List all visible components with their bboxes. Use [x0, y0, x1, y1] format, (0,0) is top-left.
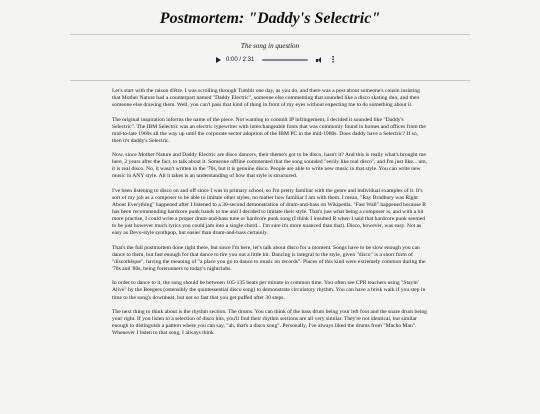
volume-icon[interactable] — [316, 57, 323, 64]
more-options-icon[interactable]: ⋮ — [329, 55, 337, 64]
play-icon[interactable] — [216, 57, 221, 63]
audio-player[interactable] — [207, 53, 337, 67]
bottom-divider — [70, 80, 470, 81]
article-paragraph: That's the full postmortem done right there, but since I'm here, let's talk about disco for a moment. Songs have to be slow enough you can dance to them, but fast enough for that dance to tire you out a little bit. Dancing is integral to the style, given "disco" is a short form of "discothèque", having the meaning of "a place you go to dance to music on records". Places of this kind were extremely common during the '70s and '80s, being forerunners to today's nightclubs. — [112, 244, 426, 272]
article-paragraph: The next thing to think about is the rhythm section. The drums. You can think of the bass drum being your left foot and the snare drum being your right. If you listen to a selection of disco hits, you'll find their rhythm sections are all very similar. They're not identical, but similar enough to distinguish a pattern where you can say, "ah, that's a disco song". Personally, I've always liked the drums from "Macho Man". Whenever I listen to that song, I always think — [112, 308, 427, 337]
article-paragraph: Let's start with the raison d'être. I was scrolling through Tumblr one day, as you do, and there was a post about someone's cousin insisting that Mother Nature had a counterpart named "Daddy Electric", someone else commenting that sounded like a disco skating duo, and then someone else drawing them. Well, you can't pass that kind of thing in front of my eyes without expecting me to do something about it. — [112, 88, 420, 109]
article-paragraph: I've been listening to disco on and off since I was in primary school, so I'm pretty familiar with the genre and individual examples of it. It's sort of my job as a composer to be able to imitate other styles, no matter how familiar I am with them. I mean, "Ray Bradbury was Right About Everything" happened after I listened to a 30-second demonstration of drum-and-bass on Wikipedia. "Fast Wall" happened because R has been recommending hardcore punk bands to me and I decided to imitate their style. That's just what being a composer is, and with a bit more practise, I could write a proper drum-and-bass tune or hardcore punk song (I think I insulted R when I said that hardcore punk seemed to be just however much lyrics you could jam into a single chord... I'm sure it's more nuanced than that). Disco, however, was easy. Not as easy as Devo-style synthpop, but easier than drum-and-bass certainly. — [112, 187, 427, 237]
article-paragraph: In order to dance to it, the song should be between 105-135 beats per minute in common time. You often see CPR teachers using "Stayin' Alive" by the Beegees (ostensibly the quintessential disco song) to demonstrate circulatory rhythm. You can have a brisk walk if you step in time to the song's downbeat, but not so fast that you get puffed after 30 steps. — [112, 280, 426, 301]
top-divider — [70, 34, 470, 35]
audio-time: 0:00 / 2:31 — [226, 57, 255, 63]
article-body — [112, 88, 428, 345]
article-paragraph: Now, since Mother Nature and Daddy Electric are disco dancers, their theme's got to be disco, hasn't it? And this is really what's brought me here, 2 years after the fact, to talk about it. Someone offline commented that the song sounded "eerily like real disco", and I'm just like... um, it is real disco. No, it wasn't written in the '70s, but it is genuine disco. People are able to write new music in that style. You can write new music in ANY style. All it takes is an understanding of how that style is structured. — [112, 152, 428, 180]
audio-progress-bar[interactable] — [262, 59, 308, 61]
page-title: Postmortem: "Daddy's Selectric" — [159, 10, 381, 27]
audio-caption: The song in question — [240, 42, 300, 50]
article-paragraph: The original inspiration informs the name of the piece. Not wanting to commit IP infringement, I decided it sounded like "Daddy's Selectric". The IBM Selectric was an electric typewriter with interchangeable fonts that was commonly found in homes and offices from the mid-to-late 1960s all the way up until the corporate sector adoption of the IBM PC in the mid-1980s. Does daddy have a Selectric? If so, then it's daddy's Selectric. — [112, 116, 426, 144]
